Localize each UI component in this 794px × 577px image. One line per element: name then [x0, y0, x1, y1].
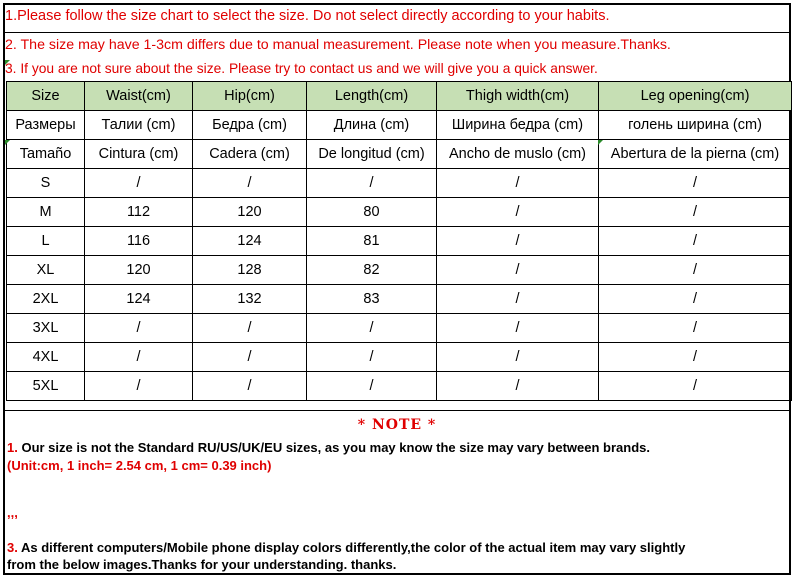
table-cell: / — [599, 256, 792, 285]
note-item-1-text: Our size is not the Standard RU/US/UK/EU sizes, as you may know the size may vary between brands. — [17, 440, 650, 455]
table-header-cell: Ancho de muslo (cm) — [437, 140, 599, 169]
table-row — [7, 285, 792, 314]
size-label-cell: 4XL — [7, 343, 85, 372]
table-header-cell: Длина (cm) — [307, 111, 437, 140]
table-header-cell: Size — [7, 82, 85, 111]
table-cell: / — [437, 285, 599, 314]
size-table — [6, 81, 792, 401]
table-cell: / — [437, 169, 599, 198]
table-cell: 116 — [85, 227, 193, 256]
table-header-cell: Hip(cm) — [193, 82, 307, 111]
table-header-cell: Талии (cm) — [85, 111, 193, 140]
table-cell: / — [85, 169, 193, 198]
note-item-1-unit: (Unit:cm, 1 inch= 2.54 cm, 1 cm= 0.39 inch) — [7, 458, 272, 473]
table-header-cell: De longitud (cm) — [307, 140, 437, 169]
table-cell: 132 — [193, 285, 307, 314]
table-cell: 124 — [193, 227, 307, 256]
table-cell: / — [437, 314, 599, 343]
instruction-line-1: 1.Please follow the size chart to select the size. Do not select directly according to your habits. — [5, 8, 610, 24]
note-item-3 — [7, 540, 685, 555]
table-header-cell: Abertura de la pierna (cm) — [599, 140, 792, 169]
size-label-cell: S — [7, 169, 85, 198]
table-row — [7, 198, 792, 227]
table-header-cell: Length(cm) — [307, 82, 437, 111]
size-label-cell: 5XL — [7, 372, 85, 401]
size-label-cell: L — [7, 227, 85, 256]
table-cell: 124 — [85, 285, 193, 314]
table-cell: / — [193, 343, 307, 372]
table-header-cell: голень ширина (cm) — [599, 111, 792, 140]
table-header-cell: Waist(cm) — [85, 82, 193, 111]
size-label-cell: XL — [7, 256, 85, 285]
table-row — [7, 372, 792, 401]
table-header-cell: Cadera (cm) — [193, 140, 307, 169]
size-label-cell: M — [7, 198, 85, 227]
table-cell: 120 — [85, 256, 193, 285]
table-cell: / — [599, 169, 792, 198]
table-cell: 82 — [307, 256, 437, 285]
table-header-cell: Tamaño — [7, 140, 85, 169]
note-separator: ,,, — [7, 505, 18, 520]
table-cell: / — [599, 372, 792, 401]
table-row — [7, 314, 792, 343]
table-cell: / — [85, 372, 193, 401]
note-item-3-text: As different computers/Mobile phone display colors differently,the color of the actual item may vary slightly — [17, 540, 686, 555]
table-cell: / — [599, 227, 792, 256]
instruction-line-2: 2. The size may have 1-3cm differs due to manual measurement. Please note when you measure.Thanks. — [5, 37, 671, 53]
table-cell: / — [307, 343, 437, 372]
divider — [3, 32, 791, 33]
corner-marker-icon — [5, 60, 10, 65]
table-cell: 81 — [307, 227, 437, 256]
table-cell: 128 — [193, 256, 307, 285]
instruction-line-3: 3. If you are not sure about the size. Please try to contact us and we will give you a quick answer. — [5, 61, 598, 76]
table-cell: 83 — [307, 285, 437, 314]
table-cell: / — [437, 372, 599, 401]
table-row — [7, 343, 792, 372]
table-header-cell: Thigh width(cm) — [437, 82, 599, 111]
table-cell: / — [437, 256, 599, 285]
table-cell: 120 — [193, 198, 307, 227]
table-cell: / — [193, 314, 307, 343]
table-header-cell: Leg opening(cm) — [599, 82, 792, 111]
table-cell: / — [437, 343, 599, 372]
table-header-cell: Cintura (cm) — [85, 140, 193, 169]
table-cell: 112 — [85, 198, 193, 227]
table-header-cell: Размеры — [7, 111, 85, 140]
table-cell: / — [85, 343, 193, 372]
table-row — [7, 169, 792, 198]
table-row — [7, 256, 792, 285]
table-header-row — [7, 140, 792, 169]
table-cell: / — [599, 285, 792, 314]
note-item-3-continued: from the below images.Thanks for your understanding. thanks. — [7, 557, 397, 572]
table-cell: / — [599, 343, 792, 372]
table-cell: 80 — [307, 198, 437, 227]
size-label-cell: 3XL — [7, 314, 85, 343]
table-row — [7, 227, 792, 256]
table-cell: / — [307, 314, 437, 343]
table-cell: / — [193, 169, 307, 198]
size-label-cell: 2XL — [7, 285, 85, 314]
note-title: * NOTE * — [357, 417, 437, 433]
note-item-3-number: 3. — [7, 540, 18, 555]
divider — [3, 410, 791, 411]
table-cell: / — [193, 372, 307, 401]
table-cell: / — [85, 314, 193, 343]
table-cell: / — [437, 227, 599, 256]
corner-marker-icon — [598, 140, 603, 145]
table-cell: / — [599, 198, 792, 227]
corner-marker-icon — [5, 140, 10, 145]
table-header-cell: Бедра (cm) — [193, 111, 307, 140]
table-cell: / — [307, 169, 437, 198]
table-cell: / — [437, 198, 599, 227]
note-item-1-number: 1. — [7, 440, 18, 455]
table-header-row — [7, 82, 792, 111]
table-cell: / — [307, 372, 437, 401]
table-cell: / — [599, 314, 792, 343]
table-header-row — [7, 111, 792, 140]
table-header-cell: Ширина бедра (cm) — [437, 111, 599, 140]
note-item-1 — [7, 440, 650, 455]
